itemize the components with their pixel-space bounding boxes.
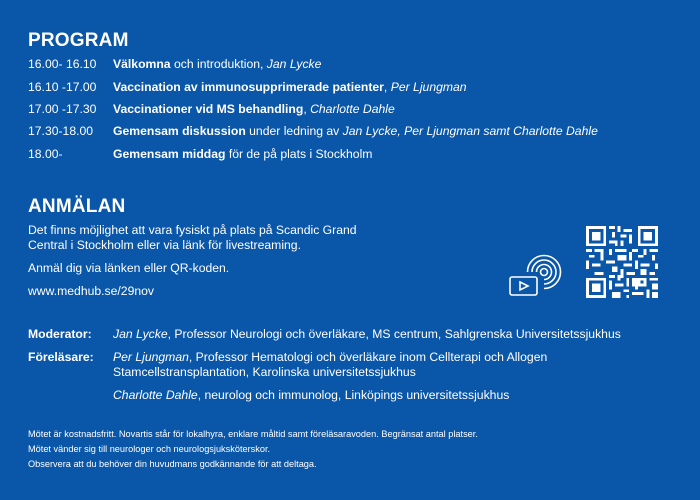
footer-note: Mötet är kostnadsfritt. Novartis står för lokalhyra, enklare måltid samt föreläsaravoden. Begränsat antal platser. <box>28 429 478 439</box>
speakers-label: Föreläsare: <box>28 350 94 364</box>
program-desc: Vaccinationer vid MS behandling, Charlotte Dahle <box>113 102 395 116</box>
footer-note: Observera att du behöver din huvudmans godkännande för att deltaga. <box>28 459 317 469</box>
moderator-label: Moderator: <box>28 327 92 341</box>
speaker-info: Charlotte Dahle, neurolog och immunolog, Linköpings universitetssjukhus <box>113 388 510 402</box>
speaker-info: Per Ljungman, Professor Hematologi och överläkare inom Cellterapi och Allogen <box>113 350 548 364</box>
registration-instruction: Anmäl dig via länken eller QR-koden. <box>28 261 230 275</box>
program-desc: Välkomna och introduktion, Jan Lycke <box>113 57 322 71</box>
registration-text: Central i Stockholm eller via länk för livestreaming. <box>28 238 301 252</box>
program-desc: Vaccination av immunosupprimerade patienter, Per Ljungman <box>113 80 467 94</box>
program-time: 18.00- <box>28 147 63 161</box>
qr-code-icon <box>586 226 658 298</box>
registration-text: Det finns möjlighet att vara fysiskt på plats på Scandic Grand <box>28 223 357 237</box>
speaker-info-cont: Stamcellstransplantation, Karolinska universitetssjukhus <box>113 365 416 379</box>
program-desc: Gemensam middag för de på plats i Stockholm <box>113 147 373 161</box>
moderator-info: Jan Lycke, Professor Neurologi och överläkare, MS centrum, Sahlgrenska Universitetssjukhus <box>113 327 621 341</box>
program-time: 16.10 -17.00 <box>28 80 97 94</box>
program-time: 17.00 -17.30 <box>28 102 97 116</box>
program-desc: Gemensam diskussion under ledning av Jan Lycke, Per Ljungman samt Charlotte Dahle <box>113 124 598 138</box>
program-time: 17.30-18.00 <box>28 124 94 138</box>
livestream-icon <box>506 254 564 298</box>
footer-note: Mötet vänder sig till neurologer och neurologsjuksköterskor. <box>28 444 271 454</box>
program-heading: PROGRAM <box>28 30 129 51</box>
registration-heading: ANMÄLAN <box>28 196 126 217</box>
registration-link[interactable]: www.medhub.se/29nov <box>28 284 155 298</box>
program-time: 16.00- 16.10 <box>28 57 97 71</box>
